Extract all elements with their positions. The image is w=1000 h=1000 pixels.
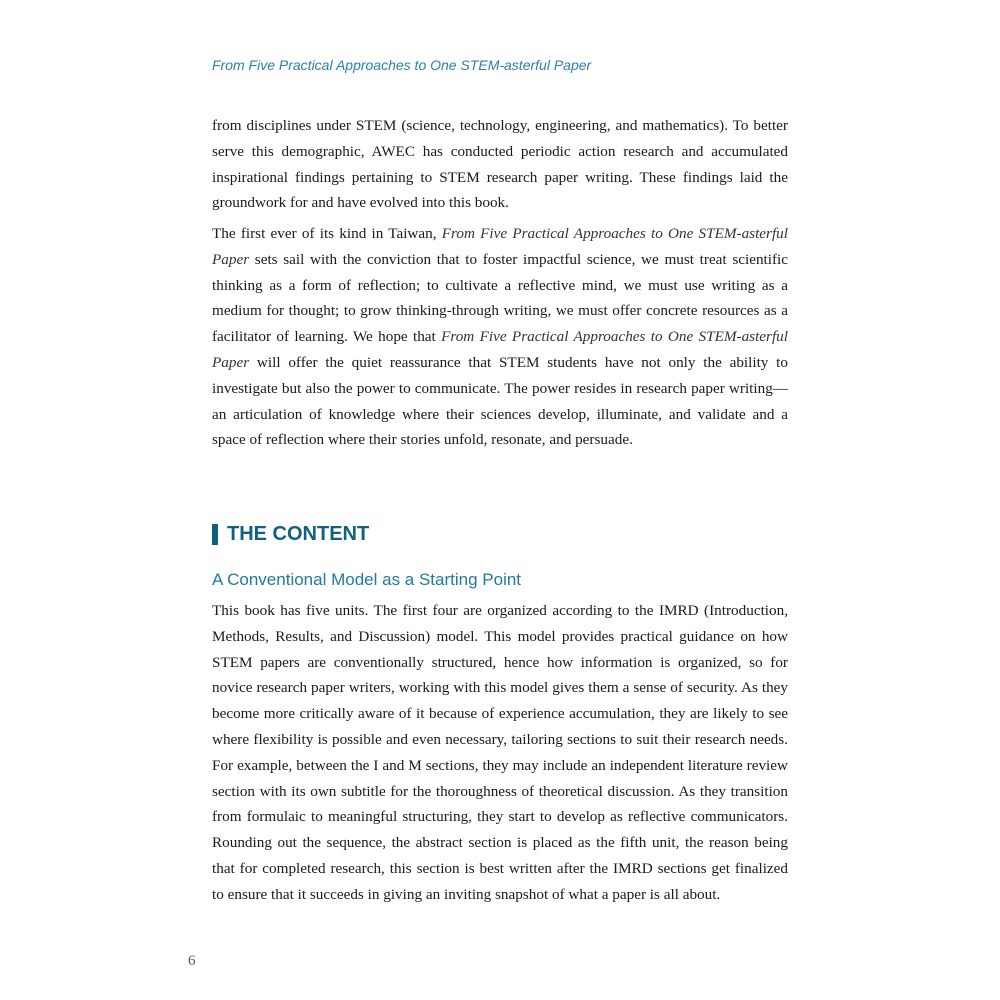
book-title-italic: From Five Practical Approaches to One STEM-asterful Paper — [212, 328, 788, 371]
subheading: A Conventional Model as a Starting Point — [212, 570, 522, 589]
paragraph-content-description: This book has five units. The first four are organized according to the IMRD (Introduction, Methods, Results, and Discussion) model. This model provides practical guidance on how STEM papers are conventionally structured, hence how information is organized, so for novice research paper writers, working with this model gives them a sense of security. As they become more critically aware of it because of experience accumulation, they are likely to see where flexibility is possible and even necessary, tailoring sections to suit their research needs. For example, between the I and M sections, they may include an independent literature review section with its own subtitle for the thoroughness of theoretical discussion. As they transition from formulaic to meaningful structuring, they start to develop as reflective communicators. Rounding out the sequence, the abstract section is placed as the fifth unit, the reason being that for completed research, this section is best written after the IMRD sections get finalized to ensure that it succeeds in giving an inviting snapshot of what a paper is all about. — [212, 602, 788, 903]
paragraph-intro-continued: from disciplines under STEM (science, technology, engineering, and mathematics). To better serve this demographic, AWEC has conducted periodic action research and accumulated inspirational findings pertaining to STEM research paper writing. These findings laid the groundwork for and have evolved into this book. — [212, 117, 788, 212]
text-segment: The first ever of its kind in Taiwan, — [212, 225, 442, 242]
section-heading — [212, 523, 369, 546]
text-segment: sets sail with the conviction that to foster impactful science, we must treat scientific thinking as a form of reflection; to cultivate a reflective mind, we must use writing as a medium for thought; to grow thinking-through writing, we must offer concrete resources as a facilitator of learning. We hope that — [212, 250, 788, 346]
page-number: 6 — [188, 953, 196, 969]
paragraph-book-purpose — [212, 221, 788, 453]
running-head: From Five Practical Approaches to One STEM-asterful Paper — [212, 57, 592, 73]
book-title-italic: From Five Practical Approaches to One STEM-asterful Paper — [212, 225, 788, 268]
section-heading-text: THE CONTENT — [227, 523, 370, 545]
text-segment: will offer the quiet reassurance that STEM students have not only the ability to investigate but also the power to communicate. The power resides in research paper writing—an articulation of knowledge where their sciences develop, illuminate, and validate and a space of reflection where their stories unfold, resonate, and persuade. — [212, 353, 788, 449]
heading-bar-icon — [212, 524, 218, 545]
